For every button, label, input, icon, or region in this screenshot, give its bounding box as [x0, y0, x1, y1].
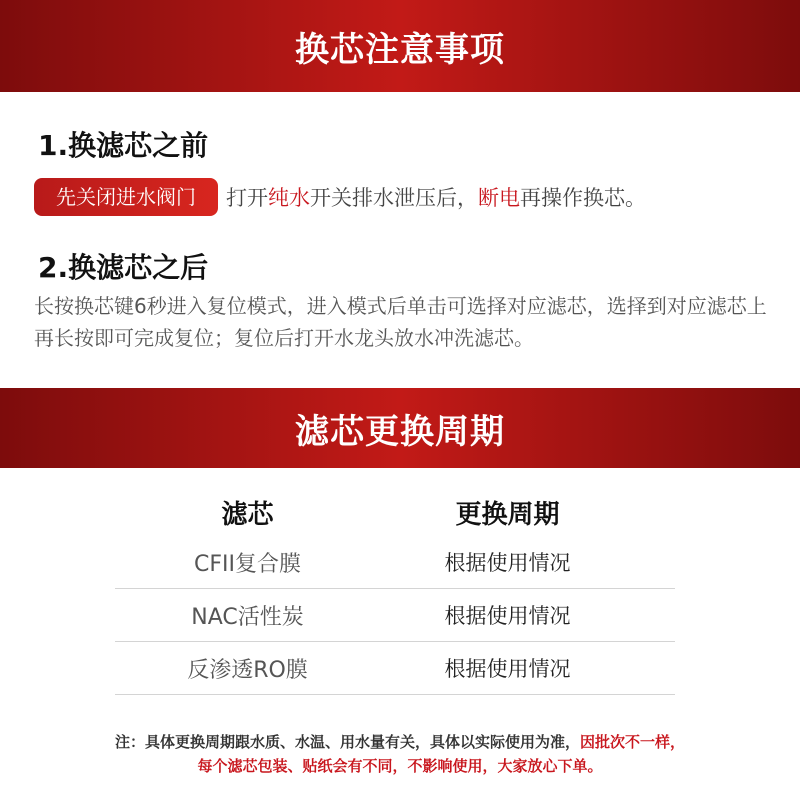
highlight-power-off: 断电: [478, 186, 520, 210]
table-row: [115, 642, 675, 695]
replace-cycle: 根据使用情况: [444, 657, 571, 681]
instruction-text: 开关排水泄压后，: [310, 186, 478, 210]
filter-name: NAC活性炭: [191, 604, 304, 630]
footnote-text: 注：具体更换周期跟水质、水温、用水量有关，具体以实际使用为准，: [114, 733, 580, 751]
table-header: [115, 488, 675, 536]
footnote-highlight: 每个滤芯包装、贴纸会有不同，不影响使用，大家放心下单。: [197, 757, 603, 775]
instruction-text: 打开: [226, 186, 268, 210]
filter-name: 反渗透RO膜: [187, 657, 308, 683]
header-filter: 滤芯: [221, 499, 274, 530]
header-cycle: 更换周期: [455, 499, 560, 530]
section-title-before: 1.换滤芯之前: [38, 129, 209, 162]
table-row: [115, 589, 675, 642]
section-title-after: 2.换滤芯之后: [38, 251, 209, 284]
before-instructions: [34, 178, 646, 216]
replace-cycle: 根据使用情况: [444, 604, 571, 628]
after-instructions: 长按换芯键6秒进入复位模式，进入模式后单击可选择对应滤芯，选择到对应滤芯上再长按即可完成复位；复位后打开水龙头放水冲洗滤芯。: [34, 294, 767, 350]
cycle-banner: [0, 388, 800, 468]
footnote: [0, 730, 800, 778]
close-valve-tag: 先关闭进水阀门: [34, 178, 218, 216]
table-row: [115, 536, 675, 589]
footnote-highlight: 因批次不一样，: [580, 733, 686, 751]
header-banner: [0, 0, 800, 92]
filter-name: CFII复合膜: [194, 551, 301, 577]
banner-title: 滤芯更换周期: [295, 411, 505, 452]
replace-cycle: 根据使用情况: [444, 551, 571, 575]
filter-cycle-table: [115, 488, 675, 695]
banner-title: 换芯注意事项: [295, 29, 505, 70]
highlight-pure-water: 纯水: [268, 186, 310, 210]
instruction-text: 再操作换芯。: [520, 186, 646, 210]
